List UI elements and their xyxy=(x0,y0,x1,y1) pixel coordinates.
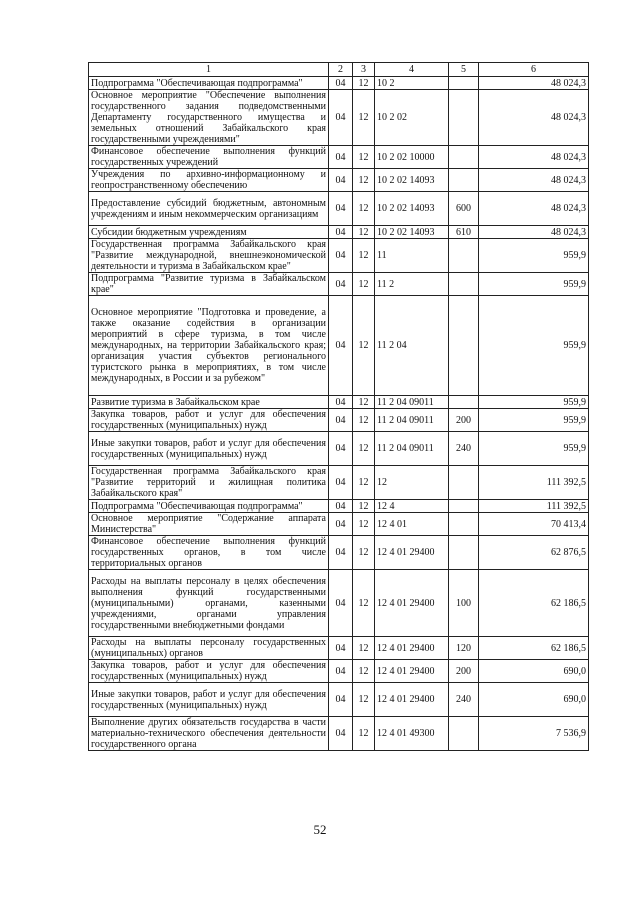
table-row xyxy=(89,90,589,146)
table-row xyxy=(89,77,589,90)
target-article-cell: 11 2 04 09011 xyxy=(375,409,449,432)
expense-type-cell xyxy=(449,500,479,513)
subsection-code-cell: 12 xyxy=(353,90,375,146)
table-header-row xyxy=(89,63,589,77)
amount-cell: 959,9 xyxy=(479,273,589,296)
subsection-code-cell: 12 xyxy=(353,226,375,239)
table-row xyxy=(89,146,589,169)
table-row xyxy=(89,717,589,751)
expense-type-cell: 240 xyxy=(449,432,479,466)
amount-cell: 62 186,5 xyxy=(479,570,589,637)
subsection-code-cell: 12 xyxy=(353,513,375,536)
page-number: 52 xyxy=(313,822,327,837)
section-code-cell: 04 xyxy=(329,192,353,226)
table-row xyxy=(89,500,589,513)
subsection-code-cell: 12 xyxy=(353,273,375,296)
subsection-code-cell: 12 xyxy=(353,637,375,660)
expense-type-cell: 610 xyxy=(449,226,479,239)
target-article-cell: 10 2 02 14093 xyxy=(375,192,449,226)
table-row xyxy=(89,513,589,536)
expense-type-cell xyxy=(449,239,479,273)
column-header: 3 xyxy=(353,63,375,77)
target-article-cell: 11 2 04 xyxy=(375,296,449,396)
target-article-cell: 12 4 01 29400 xyxy=(375,660,449,683)
column-header: 1 xyxy=(89,63,329,77)
row-name-cell: Предоставление субсидий бюджетным, автономным учреждениям и иным некоммерческим организациям xyxy=(89,192,329,226)
amount-cell: 48 024,3 xyxy=(479,146,589,169)
expense-type-cell: 120 xyxy=(449,637,479,660)
section-code-cell: 04 xyxy=(329,466,353,500)
section-code-cell: 04 xyxy=(329,296,353,396)
row-name-cell: Закупка товаров, работ и услуг для обеспечения государственных (муниципальных) нужд xyxy=(89,409,329,432)
target-article-cell: 12 4 01 49300 xyxy=(375,717,449,751)
subsection-code-cell: 12 xyxy=(353,683,375,717)
table-row xyxy=(89,637,589,660)
target-article-cell: 12 4 01 29400 xyxy=(375,570,449,637)
subsection-code-cell: 12 xyxy=(353,466,375,500)
target-article-cell: 10 2 02 14093 xyxy=(375,169,449,192)
subsection-code-cell: 12 xyxy=(353,660,375,683)
target-article-cell: 12 4 01 xyxy=(375,513,449,536)
row-name-cell: Учреждения по архивно-информационному и геопространственному обеспечению xyxy=(89,169,329,192)
subsection-code-cell: 12 xyxy=(353,409,375,432)
row-name-cell: Расходы на выплаты персоналу в целях обеспечения выполнения функций государственными (муниципальными) органами, казенными учреждениями, органами управления государственными внебюджетными фондами xyxy=(89,570,329,637)
row-name-cell: Подпрограмма "Развитие туризма в Забайкальском крае" xyxy=(89,273,329,296)
section-code-cell: 04 xyxy=(329,273,353,296)
row-name-cell: Подпрограмма "Обеспечивающая подпрограмма" xyxy=(89,77,329,90)
amount-cell: 7 536,9 xyxy=(479,717,589,751)
row-name-cell: Основное мероприятие "Обеспечение выполнения государственного задания подведомственными Департаменту государственного имущества и земельных отношений Забайкальского края государственными учреждениями" xyxy=(89,90,329,146)
expense-type-cell xyxy=(449,296,479,396)
target-article-cell: 12 4 01 29400 xyxy=(375,637,449,660)
section-code-cell: 04 xyxy=(329,570,353,637)
table-row xyxy=(89,536,589,570)
expense-type-cell: 200 xyxy=(449,409,479,432)
target-article-cell: 12 xyxy=(375,466,449,500)
expense-type-cell xyxy=(449,536,479,570)
table-row xyxy=(89,432,589,466)
target-article-cell: 11 2 xyxy=(375,273,449,296)
table-row xyxy=(89,169,589,192)
section-code-cell: 04 xyxy=(329,660,353,683)
expense-type-cell: 240 xyxy=(449,683,479,717)
column-header: 2 xyxy=(329,63,353,77)
section-code-cell: 04 xyxy=(329,409,353,432)
amount-cell: 690,0 xyxy=(479,683,589,717)
table-row xyxy=(89,683,589,717)
amount-cell: 959,9 xyxy=(479,239,589,273)
section-code-cell: 04 xyxy=(329,239,353,273)
target-article-cell: 10 2 02 10000 xyxy=(375,146,449,169)
subsection-code-cell: 12 xyxy=(353,169,375,192)
row-name-cell: Закупка товаров, работ и услуг для обеспечения государственных (муниципальных) нужд xyxy=(89,660,329,683)
target-article-cell: 11 2 04 09011 xyxy=(375,396,449,409)
row-name-cell: Развитие туризма в Забайкальском крае xyxy=(89,396,329,409)
table-row xyxy=(89,466,589,500)
column-header: 4 xyxy=(375,63,449,77)
expense-type-cell xyxy=(449,146,479,169)
row-name-cell: Финансовое обеспечение выполнения функций государственных учреждений xyxy=(89,146,329,169)
amount-cell: 48 024,3 xyxy=(479,169,589,192)
expense-type-cell xyxy=(449,396,479,409)
section-code-cell: 04 xyxy=(329,637,353,660)
amount-cell: 48 024,3 xyxy=(479,226,589,239)
table-row xyxy=(89,239,589,273)
subsection-code-cell: 12 xyxy=(353,239,375,273)
expense-type-cell xyxy=(449,717,479,751)
amount-cell: 62 876,5 xyxy=(479,536,589,570)
row-name-cell: Основное мероприятие "Подготовка и проведение, а также оказание содействия в организации мероприятий в сфере туризма, в том числе международных, на территории Забайкальского края; организация участия субъектов регионального туристского рынка в мероприятиях, в том числе международных, в России и за рубежом" xyxy=(89,296,329,396)
subsection-code-cell: 12 xyxy=(353,536,375,570)
amount-cell: 48 024,3 xyxy=(479,192,589,226)
table-row xyxy=(89,273,589,296)
subsection-code-cell: 12 xyxy=(353,77,375,90)
amount-cell: 690,0 xyxy=(479,660,589,683)
section-code-cell: 04 xyxy=(329,717,353,751)
table-row xyxy=(89,226,589,239)
section-code-cell: 04 xyxy=(329,226,353,239)
budget-table xyxy=(88,62,589,751)
target-article-cell: 10 2 xyxy=(375,77,449,90)
amount-cell: 111 392,5 xyxy=(479,500,589,513)
amount-cell: 70 413,4 xyxy=(479,513,589,536)
target-article-cell: 12 4 01 29400 xyxy=(375,536,449,570)
section-code-cell: 04 xyxy=(329,90,353,146)
expense-type-cell xyxy=(449,466,479,500)
subsection-code-cell: 12 xyxy=(353,717,375,751)
expense-type-cell xyxy=(449,513,479,536)
table-row xyxy=(89,192,589,226)
amount-cell: 62 186,5 xyxy=(479,637,589,660)
subsection-code-cell: 12 xyxy=(353,146,375,169)
target-article-cell: 11 xyxy=(375,239,449,273)
subsection-code-cell: 12 xyxy=(353,500,375,513)
section-code-cell: 04 xyxy=(329,432,353,466)
amount-cell: 48 024,3 xyxy=(479,77,589,90)
subsection-code-cell: 12 xyxy=(353,570,375,637)
row-name-cell: Государственная программа Забайкальского края "Развитие территорий и жилищная политика Забайкальского края" xyxy=(89,466,329,500)
row-name-cell: Основное мероприятие "Содержание аппарата Министерства" xyxy=(89,513,329,536)
amount-cell: 959,9 xyxy=(479,409,589,432)
amount-cell: 959,9 xyxy=(479,396,589,409)
table-row xyxy=(89,296,589,396)
target-article-cell: 12 4 xyxy=(375,500,449,513)
table-row xyxy=(89,660,589,683)
row-name-cell: Иные закупки товаров, работ и услуг для обеспечения государственных (муниципальных) нужд xyxy=(89,432,329,466)
row-name-cell: Государственная программа Забайкальского края "Развитие международной, внешнеэкономической деятельности и туризма в Забайкальском крае" xyxy=(89,239,329,273)
target-article-cell: 12 4 01 29400 xyxy=(375,683,449,717)
amount-cell: 48 024,3 xyxy=(479,90,589,146)
table-row xyxy=(89,570,589,637)
column-header: 6 xyxy=(479,63,589,77)
section-code-cell: 04 xyxy=(329,396,353,409)
amount-cell: 959,9 xyxy=(479,432,589,466)
expense-type-cell xyxy=(449,90,479,146)
column-header: 5 xyxy=(449,63,479,77)
target-article-cell: 10 2 02 xyxy=(375,90,449,146)
row-name-cell: Расходы на выплаты персоналу государственных (муниципальных) органов xyxy=(89,637,329,660)
row-name-cell: Подпрограмма "Обеспечивающая подпрограмма" xyxy=(89,500,329,513)
table-row xyxy=(89,409,589,432)
section-code-cell: 04 xyxy=(329,146,353,169)
amount-cell: 111 392,5 xyxy=(479,466,589,500)
table-row xyxy=(89,396,589,409)
subsection-code-cell: 12 xyxy=(353,396,375,409)
section-code-cell: 04 xyxy=(329,77,353,90)
expense-type-cell xyxy=(449,169,479,192)
row-name-cell: Субсидии бюджетным учреждениям xyxy=(89,226,329,239)
row-name-cell: Иные закупки товаров, работ и услуг для обеспечения государственных (муниципальных) нужд xyxy=(89,683,329,717)
subsection-code-cell: 12 xyxy=(353,432,375,466)
section-code-cell: 04 xyxy=(329,169,353,192)
target-article-cell: 11 2 04 09011 xyxy=(375,432,449,466)
amount-cell: 959,9 xyxy=(479,296,589,396)
section-code-cell: 04 xyxy=(329,513,353,536)
subsection-code-cell: 12 xyxy=(353,296,375,396)
target-article-cell: 10 2 02 14093 xyxy=(375,226,449,239)
expense-type-cell xyxy=(449,273,479,296)
row-name-cell: Выполнение других обязательств государства в части материально-технического обеспечения деятельности государственного органа xyxy=(89,717,329,751)
expense-type-cell xyxy=(449,77,479,90)
expense-type-cell: 200 xyxy=(449,660,479,683)
section-code-cell: 04 xyxy=(329,536,353,570)
section-code-cell: 04 xyxy=(329,500,353,513)
expense-type-cell: 600 xyxy=(449,192,479,226)
expense-type-cell: 100 xyxy=(449,570,479,637)
row-name-cell: Финансовое обеспечение выполнения функций государственных органов, в том числе территориальных органов xyxy=(89,536,329,570)
section-code-cell: 04 xyxy=(329,683,353,717)
subsection-code-cell: 12 xyxy=(353,192,375,226)
